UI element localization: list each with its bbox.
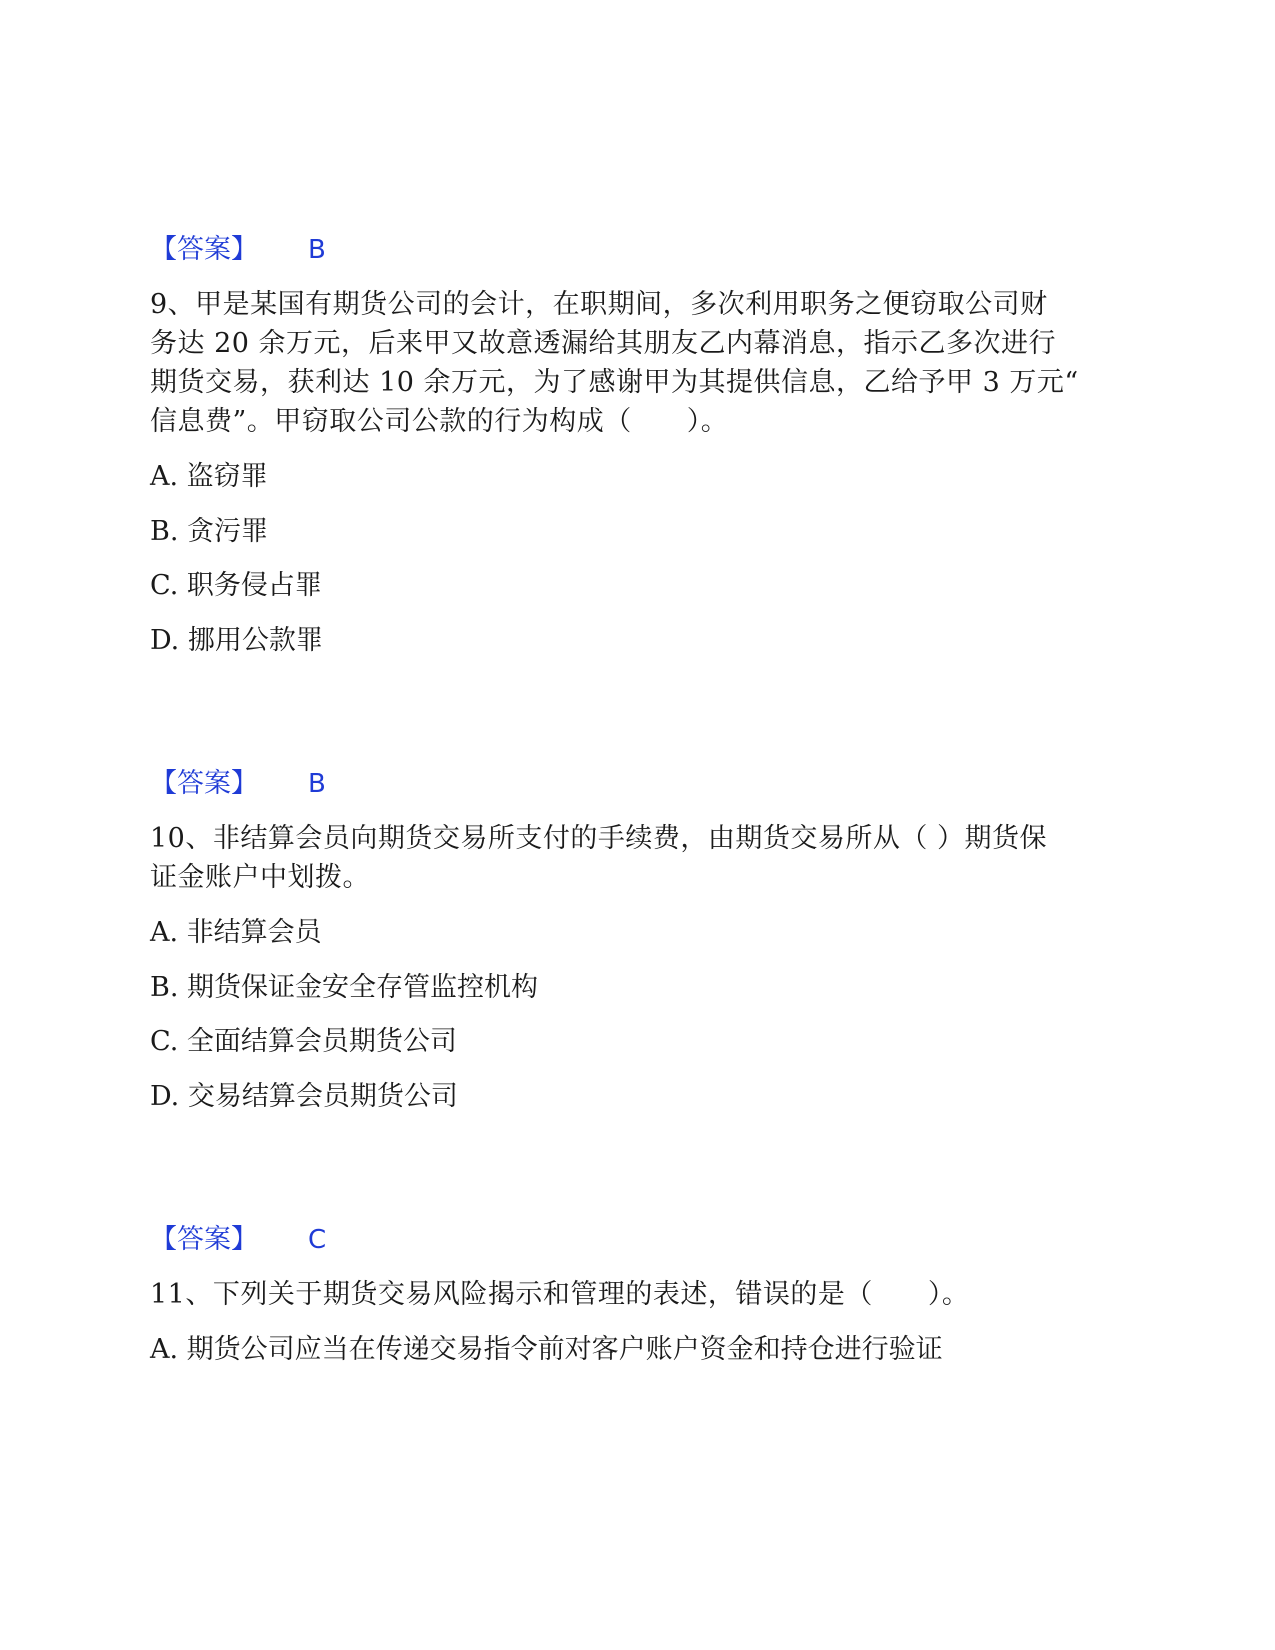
question-9-line-1: 9、甲是某国有期货公司的会计，在职期间，多次利用职务之便窃取公司财 — [150, 289, 1048, 320]
question-10-option-a: A. 非结算会员 — [150, 917, 322, 948]
question-10-line-1: 10、非结算会员向期货交易所支付的手续费，由期货交易所从（ ）期货保 — [150, 823, 1047, 854]
question-9-option-a: A. 盗窃罪 — [150, 461, 268, 492]
question-9-line-4: 信息费”。甲窃取公司公款的行为构成（ ）。 — [150, 406, 729, 437]
question-10-option-d: D. 交易结算会员期货公司 — [150, 1081, 458, 1112]
answer-label: 【答案】 — [150, 1224, 258, 1255]
question-9-line-2: 务达 20 余万元，后来甲又故意透漏给其朋友乙内幕消息，指示乙多次进行 — [150, 328, 1057, 359]
question-11-line-1: 11、下列关于期货交易风险揭示和管理的表述，错误的是（ ）。 — [150, 1279, 970, 1310]
answer-line-q9 — [150, 764, 326, 804]
question-10-option-b: B. 期货保证金安全存管监控机构 — [150, 972, 539, 1003]
answer-label: 【答案】 — [150, 234, 258, 265]
question-9-option-b: B. 贪污罪 — [150, 516, 269, 547]
answer-line-q8 — [150, 230, 326, 270]
question-9-line-3: 期货交易，获利达 10 余万元，为了感谢甲为其提供信息，乙给予甲 3 万元“ — [150, 367, 1079, 398]
answer-value: B — [308, 769, 326, 799]
answer-value: B — [308, 235, 326, 265]
question-10-line-2: 证金账户中划拨。 — [150, 862, 370, 893]
answer-value: C — [308, 1225, 327, 1255]
question-10-option-c: C. 全面结算会员期货公司 — [150, 1026, 457, 1057]
question-11-option-a: A. 期货公司应当在传递交易指令前对客户账户资金和持仓进行验证 — [150, 1334, 943, 1365]
answer-line-q10 — [150, 1220, 326, 1260]
question-9-option-d: D. 挪用公款罪 — [150, 625, 323, 656]
answer-label: 【答案】 — [150, 768, 258, 799]
question-9-option-c: C. 职务侵占罪 — [150, 570, 322, 601]
